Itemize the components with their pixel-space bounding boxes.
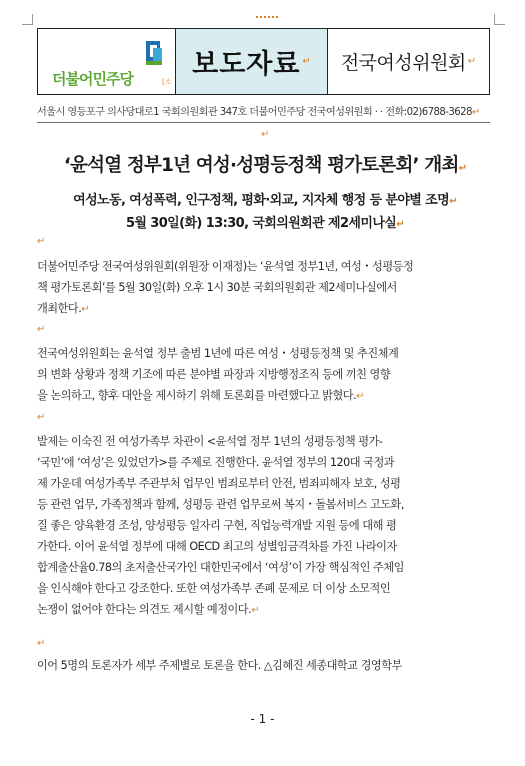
text-line: 발제는 이숙진 전 여성가족부 차관이 <윤석열 정부 1년의 성평등정책 평가- bbox=[37, 435, 383, 448]
text-line: 합계출산율0.78의 초저출산국가인 대한민국에서 ‘여성’이 가장 핵심적인 주체임 bbox=[37, 561, 404, 574]
paragraph-return-icon: ↵ bbox=[467, 56, 477, 67]
paragraph-return-icon: ↵ bbox=[261, 129, 270, 140]
paragraph-return-icon: ↵ bbox=[302, 56, 311, 67]
text-line: 이어 5명의 토론자가 세부 주제별로 토론을 한다. △김혜진 세종대학교 경영학부 bbox=[37, 659, 402, 672]
organization-name: 전국여성위원회 bbox=[340, 52, 466, 74]
title-cell bbox=[176, 29, 328, 94]
paragraph-return-icon: ↵ bbox=[37, 236, 46, 247]
paragraph-return-icon: ↵ bbox=[81, 304, 90, 315]
text-line: 가한다. 이어 윤석열 정부에 대해 OECD 최고의 성별임금격차를 가진 나라이자 bbox=[37, 540, 397, 553]
paragraph-return-icon: ↵ bbox=[37, 324, 46, 335]
logo-tag: [소 bbox=[162, 78, 172, 86]
document-title: 보도자료 bbox=[192, 49, 301, 80]
header-divider bbox=[37, 122, 490, 123]
paragraph-return-icon: ↵ bbox=[396, 219, 405, 230]
text-line: ‘국민’에 ‘여성’은 있었던가>를 주제로 진행한다. 윤석열 정부의 120대 국정과 bbox=[37, 456, 395, 469]
paragraph-return-icon: ↵ bbox=[458, 163, 467, 174]
body-paragraph-1 bbox=[37, 256, 495, 320]
text-line: 등 관련 업무, 가족정책과 함께, 성평등 관련 업무로써 복지・돌봄서비스 고도화, bbox=[37, 498, 404, 511]
subtitle-topics: 여성노동, 여성폭력, 인구정책, 평화·외교, 지자체 행정 등 분야별 조명↵ bbox=[73, 193, 457, 208]
body-paragraph-4 bbox=[37, 655, 495, 676]
subtitle-date-venue: 5월 30일(화) 13:30, 국회의원회관 제2세미나실↵ bbox=[125, 216, 405, 231]
text-line: 전국여성위원회는 윤석열 정부 출범 1년에 따른 여성・성평등정책 및 추진체계 bbox=[37, 347, 399, 360]
body-paragraph-2 bbox=[37, 343, 495, 407]
contact-line: 서울시 영등포구 의사당대로1 국회의원회관 347호 더불어민주당 전국여성위원회 · · 전화:02)6788-3628↵ bbox=[37, 107, 480, 118]
text-line: 제 가운데 여성가족부 주관부처 업무인 범죄로부터 안전, 범죄피해자 보호, 성평 bbox=[37, 477, 401, 490]
page-corner-mark bbox=[494, 14, 505, 25]
party-logo-cell bbox=[38, 29, 176, 94]
text-line: 을 논의하고, 향후 대안을 제시하기 위해 토론회를 마련했다고 밝혔다.↵ bbox=[37, 389, 365, 402]
text-line: 책 평가토론회’를 5월 30일(화) 오후 1시 30분 국회의원회관 제2세미나실에서 bbox=[37, 281, 397, 294]
text-line: 논쟁이 없어야 한다는 의견도 제시할 예정이다.↵ bbox=[37, 603, 260, 616]
text-line: 질 좋은 양육환경 조성, 양성평등 일자리 구현, 직업능력개발 지원 등에 대해 평 bbox=[37, 519, 397, 532]
text-line: 더불어민주당 전국여성위원회(위원장 이재정)는 ‘윤석열 정부1년, 여성・성평등정 bbox=[37, 260, 414, 273]
text-line: 을 인식해야 한다고 강조한다. 또한 여성가족부 존폐 문제로 더 이상 소모적인 bbox=[37, 582, 391, 595]
headline: ‘윤석열 정부1년 여성·성평등정책 평가토론회’ 개최↵ bbox=[63, 155, 467, 176]
paragraph-return-icon: ↵ bbox=[37, 638, 46, 649]
party-logo-mark-icon bbox=[144, 39, 164, 67]
text-line: 의 변화 상황과 정책 기조에 따른 분야별 파장과 지방행정조직 등에 끼친 영향 bbox=[37, 368, 391, 381]
paragraph-return-icon: ↵ bbox=[356, 391, 365, 402]
party-logo-text: 더불어민주당 bbox=[52, 70, 133, 88]
press-release-header bbox=[37, 28, 490, 95]
page-corner-mark bbox=[22, 14, 33, 25]
paragraph-return-icon: ↵ bbox=[251, 605, 260, 616]
paragraph-return-icon: ↵ bbox=[449, 196, 457, 207]
paragraph-return-icon: ↵ bbox=[37, 412, 46, 423]
body-paragraph-3 bbox=[37, 431, 495, 621]
page-number: - 1 - bbox=[250, 712, 275, 726]
top-margin-marker bbox=[256, 16, 278, 22]
organization-cell bbox=[328, 29, 489, 94]
text-line: 개최한다.↵ bbox=[37, 302, 90, 315]
paragraph-return-icon: ↵ bbox=[471, 107, 480, 118]
